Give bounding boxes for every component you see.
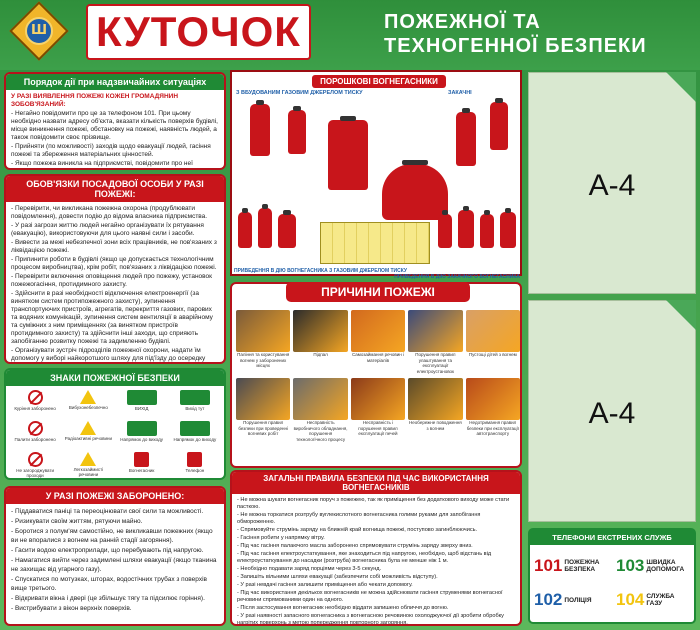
sign-label: Куріння заборонено [14, 406, 56, 411]
cause-photo [236, 310, 290, 352]
poster-footer [234, 268, 520, 280]
extinguisher-icon [250, 104, 270, 156]
sign-item [63, 421, 113, 449]
a4-pocket-top[interactable] [528, 72, 696, 294]
cause-photo [466, 378, 520, 420]
rules-body [232, 494, 520, 626]
a4-pocket-bottom[interactable] [528, 300, 696, 522]
sign-item [10, 390, 60, 418]
rules-item: - Не можна торкатися розтрубу вуглекислотного вогнегасника голими руками для запобігання обмороженню. [237, 512, 481, 525]
phone-number: 102 [534, 590, 563, 609]
exit-sign-icon [180, 421, 210, 436]
cause-caption: Несправність і порушення правил експлуатації печей [358, 420, 398, 436]
rules-item: - Гасіння робити у напрямку вітру. [237, 535, 325, 541]
signs-heading: ЗНАКИ ПОЖЕЖНОЇ БЕЗПЕКИ [6, 370, 224, 386]
rules-item: - Спрямовуйте струмінь заряду на ближній край вогнища пожежі, поступово загинблюючись. [237, 527, 478, 533]
prohibition-sign-icon [28, 421, 43, 436]
sign-label: Вибухонебезпечно [68, 405, 108, 410]
fire-equipment-sign-icon [134, 452, 149, 467]
extinguisher-cutaway-icon [328, 120, 368, 190]
phone-number: 103 [616, 556, 645, 575]
duties-item: - Перевірити включення оповіщення людей про пожежу, установок пожежогасіння, протидимного захисту. [11, 273, 212, 288]
a4-label-top: А-4 [588, 169, 636, 202]
cause-caption: Пустощі дітей з вогнем [468, 352, 517, 357]
extinguisher-icon [480, 214, 494, 248]
phone-104 [616, 590, 690, 610]
rules-item: - Запишіть вільними шляхи евакуації (забезпечити собі можливість відступу). [237, 574, 438, 580]
extinguisher-icon [288, 110, 306, 154]
sign-label: Вихід тут [185, 406, 205, 411]
forbidden-item: - Відкривати вікна і двері (це збільшує тягу та підсилює горіння). [11, 595, 205, 602]
cause-caption: Паління та користування вогнем у заборонених місцях [237, 352, 290, 368]
rules-panel [230, 470, 522, 626]
cause-photo [236, 378, 290, 420]
poster-right-caption: ЗАКАЧНІ [448, 90, 472, 96]
sign-item [117, 390, 167, 418]
extinguisher-icon [500, 212, 516, 248]
sign-label: Палити заборонено [14, 437, 56, 442]
forbidden-item: - Піддаватися паніці та переоцінювати свої сили та можливості. [11, 508, 204, 515]
duties-item: - У разі загрози життю людей негайно організувати їх рятування (евакуацію), використовуючи для цього наявні сили і засоби. [11, 222, 204, 237]
phone-label: ПОЛІЦІЯ [564, 596, 592, 604]
page-subtitle [384, 10, 647, 58]
sign-label: Легкозаймисті речовини [73, 467, 104, 477]
duties-item: - Припинити роботи в будівлі (якщо це допускається технологічним процесом виробництва), крім робіт, пов'язаних з ліквідацією пожежі. [11, 256, 217, 271]
duties-item: - Організувати зустріч підрозділів пожежної охорони, надати їм допомогу у виборі найкоротшого шляху для під'їзду до осередку [11, 347, 206, 362]
forbidden-item: - Боротися з полум'ям самостійно, не викликавши пожежних (якщо ви не впоралися з вогнем на ранній стадії загоряння). [11, 528, 213, 544]
signs-panel [4, 368, 226, 480]
warning-sign-icon [80, 452, 96, 466]
extinguisher-icon [490, 102, 508, 150]
phone-103 [616, 556, 690, 576]
sign-label: Вогнегасник [128, 468, 155, 473]
emergency-phones-panel [528, 528, 696, 624]
exit-sign-icon [127, 390, 157, 405]
cause-photo [408, 310, 462, 352]
phone-number: 104 [616, 590, 645, 609]
rules-item: - Під час використання декількох вогнегасників не можна здійснювати гасіння струменями вогнегасної речовини спрямованими один на одного. [237, 590, 503, 603]
cause-item [236, 378, 290, 442]
forbidden-item: - Спускатися по мотузках, шторах, водостічних трубах з поверхів вище третього. [11, 576, 207, 592]
cause-photo [408, 378, 462, 420]
sign-label: Телефон [185, 468, 205, 473]
cause-item [408, 310, 462, 374]
cause-item [293, 310, 347, 374]
procedure-item: - Негайно повідомити про це за телефоном 101. При цьому необхідно назвати адресу об'єкта, вказати кількість поверхів будівлі, місце виникнення пожежі, обстановку на пожежі, наявність людей, а також повідомити своє прізвище. [11, 110, 218, 141]
rules-item: - Необхідно подавати заряд порціями через 3-5 секунд. [237, 566, 382, 572]
cause-item [293, 378, 347, 442]
duties-body [6, 202, 224, 364]
cause-photo [351, 310, 405, 352]
rules-item: - Не можна шукати вогнегасник поруч з пожежею, так як приміщення без додаткового виходу може стати пасткою. [237, 497, 510, 510]
procedure-panel [4, 72, 226, 170]
cause-caption: Підпал [313, 352, 328, 357]
sign-label: Напрямок до виходу [173, 437, 217, 442]
sign-item [10, 452, 60, 480]
forbidden-heading: У РАЗІ ПОЖЕЖІ ЗАБОРОНЕНО: [6, 488, 224, 504]
rules-item: - Під час гасіння палаючого масла заборонено спрямовувати струмінь заряду зверху вниз. [237, 543, 473, 549]
forbidden-item: - Вистрибувати з вікон верхніх поверхів. [11, 605, 132, 612]
sign-item [170, 452, 220, 480]
rules-item: - Після застосування вогнегасник необхідно віддати запишено обличчя до вогню. [237, 605, 449, 611]
extinguisher-icon [456, 112, 476, 166]
duties-item: - Здійснити в разі необхідності відключення електроенергії (за винятком систем протипожежного захисту), зупинення транспортуючих пристроїв, агрегатів, перекриття газових, парових та водяних комунікацій, зупинення систем вентиляції в аварійному та суміжних з ним приміщеннях (за винятком пристроїв протидимного захисту) та здійснити інші заходи, що сприяють запобіганню розвитку пожежі та задимленню будівлі. [11, 290, 213, 345]
cause-item [466, 378, 520, 442]
rules-item: - У разі наявності запасного вогнегасника з вогнегасною речовиною охолоджуючої дії зробити обробку нагрітих поверхонь з метою попередження повторного загоряння. [237, 613, 504, 626]
duties-heading: ОБОВ'ЯЗКИ ПОСАДОВОЇ ОСОБИ У РАЗІ ПОЖЕЖІ: [6, 176, 224, 202]
cause-item [236, 310, 290, 374]
rules-item: - У разі невдачі гасіння залишити приміщення або чекати допомогу. [237, 582, 413, 588]
causes-grid [236, 310, 520, 442]
duties-panel [4, 174, 226, 364]
extinguisher-large-icon [382, 164, 448, 220]
page-title: КУТОЧОК [86, 4, 311, 60]
sign-item [10, 421, 60, 449]
extinguisher-icon [438, 214, 452, 248]
phone-label: ПОЖЕЖНА БЕЗПЕКА [564, 559, 600, 573]
sign-label: ВИХІД [134, 406, 149, 411]
phones-heading: ТЕЛЕФОНИ ЕКСТРЕНИХ СЛУЖБ [530, 530, 694, 545]
cause-caption: Несправність виробничого обладнання, порушення технологічного процесу [293, 420, 348, 442]
phone-101 [534, 556, 608, 576]
cause-caption: Порушення правил безпеки при проведенні вогневих робіт [238, 420, 289, 436]
subtitle-line-2: ТЕХНОГЕННОЇ БЕЗПЕКИ [384, 35, 647, 57]
phone-label: СЛУЖБА ГАЗУ [646, 593, 675, 607]
subtitle-line-1: ПОЖЕЖНОЇ ТА [384, 11, 541, 33]
duties-item: - Вивести за межі небезпечної зони всіх працівників, не пов'язаних з ліквідацією пожежі. [11, 239, 217, 254]
rules-heading: ЗАГАЛЬНІ ПРАВИЛА БЕЗПЕКИ ПІД ЧАС ВИКОРИСТАННЯ ВОГНЕГАСНИКІВ [232, 472, 520, 494]
cause-item [351, 378, 405, 442]
forbidden-item: - Гасити водою електроприлади, що перебувають під напругою. [11, 547, 204, 554]
duties-item: - Перевірити, чи викликана пожежна охорона (продублювати повідомлення), довести подію до відома власника підприємства. [11, 205, 208, 220]
extinguisher-icon [258, 208, 272, 248]
cause-caption: Самозаймання речовин і матеріалів [351, 352, 404, 363]
causes-heading: ПРИЧИНИ ПОЖЕЖІ [286, 282, 470, 302]
sign-label: Не загороджувати проходи [16, 468, 55, 478]
cause-item [466, 310, 520, 374]
sign-item [117, 452, 167, 480]
cause-photo [293, 378, 347, 420]
poster-foot-left: ПРИВЕДЕННЯ В ДІЮ ВОГНЕГАСНИКА З ГАЗОВИМ ДЖЕРЕЛОМ ТИСКУ [234, 268, 408, 274]
trident-icon: Ш [25, 17, 53, 45]
procedure-heading: Порядок дії при надзвичайних ситуаціях [6, 74, 224, 90]
signs-grid [6, 386, 224, 480]
sign-label: Напрямок до виходу [120, 437, 163, 442]
fire-equipment-sign-icon [187, 452, 202, 467]
cause-photo [351, 378, 405, 420]
header [0, 0, 700, 70]
cause-item [408, 378, 462, 442]
cause-caption: Порушення правил улаштування та експлуатації електроустановок [415, 352, 456, 374]
poster-title: ПОРОШКОВІ ВОГНЕГАСНИКИ [312, 75, 446, 88]
cause-caption: Недотримання правил безпеки при експлуатації автотранспорту [466, 420, 519, 436]
extinguisher-poster [230, 70, 522, 280]
sign-item [63, 390, 113, 418]
extinguisher-icon [238, 212, 252, 248]
exit-sign-icon [180, 390, 210, 405]
sign-item [117, 421, 167, 449]
warning-sign-icon [80, 421, 96, 435]
poster-foot-right: ПРИВЕДЕННЯ В ДІЮ ЗАКАЧНОГО ВОГНЕГАСНИКА [394, 274, 520, 280]
cause-item [351, 310, 405, 374]
sign-item [170, 421, 220, 449]
cause-caption: Необережне поводження з вогнем [409, 420, 462, 431]
a4-label-bottom: А-4 [588, 397, 636, 430]
forbidden-item: - Намагатися вийти через задимлені шляхи евакуації (якщо тканина не захищає від угарного газу). [11, 557, 217, 573]
procedure-lead: У РАЗІ ВИЯВЛЕННЯ ПОЖЕЖІ КОЖЕН ГРОМАДЯНИН ЗОБОВ'ЯЗАНИЙ: [11, 93, 179, 108]
phone-label: ШВИДКА ДОПОМОГА [646, 559, 685, 573]
cause-photo [466, 310, 520, 352]
forbidden-body [6, 504, 224, 617]
exit-sign-icon [127, 421, 157, 436]
sign-label: Радіоактивні речовини [64, 436, 113, 441]
procedure-body [6, 90, 224, 170]
phone-102 [534, 590, 608, 610]
specs-table [320, 222, 430, 264]
forbidden-panel [4, 486, 226, 626]
sign-item [170, 390, 220, 418]
prohibition-sign-icon [28, 452, 43, 467]
rules-item: - Під час гасіння електроустаткування, яке знаходиться під напругою, необхідно, щоб відстань від електроустаткування до насадки (розтруба) вогнегасника була не менше ніж 1 м. [237, 551, 492, 564]
forbidden-item: - Ризикувати своїм життям, рятуючи майно. [11, 518, 143, 525]
extinguisher-icon [278, 214, 296, 248]
causes-panel [230, 282, 522, 468]
extinguisher-icon [458, 210, 474, 248]
sign-item [63, 452, 113, 480]
procedure-item: - Прийняти (по можливості) заходів щодо евакуації людей, гасіння пожежі та збереження матеріальних цінностей. [11, 143, 211, 158]
poster-left-caption: З ВБУДОВАНИМ ГАЗОВИМ ДЖЕРЕЛОМ ТИСКУ [236, 90, 363, 96]
warning-sign-icon [80, 390, 96, 404]
procedure-item: - Якщо пожежа виникла на підприємстві, повідомити про неї [11, 160, 193, 167]
cause-photo [293, 310, 347, 352]
prohibition-sign-icon [28, 390, 43, 405]
phone-number: 101 [534, 556, 563, 575]
